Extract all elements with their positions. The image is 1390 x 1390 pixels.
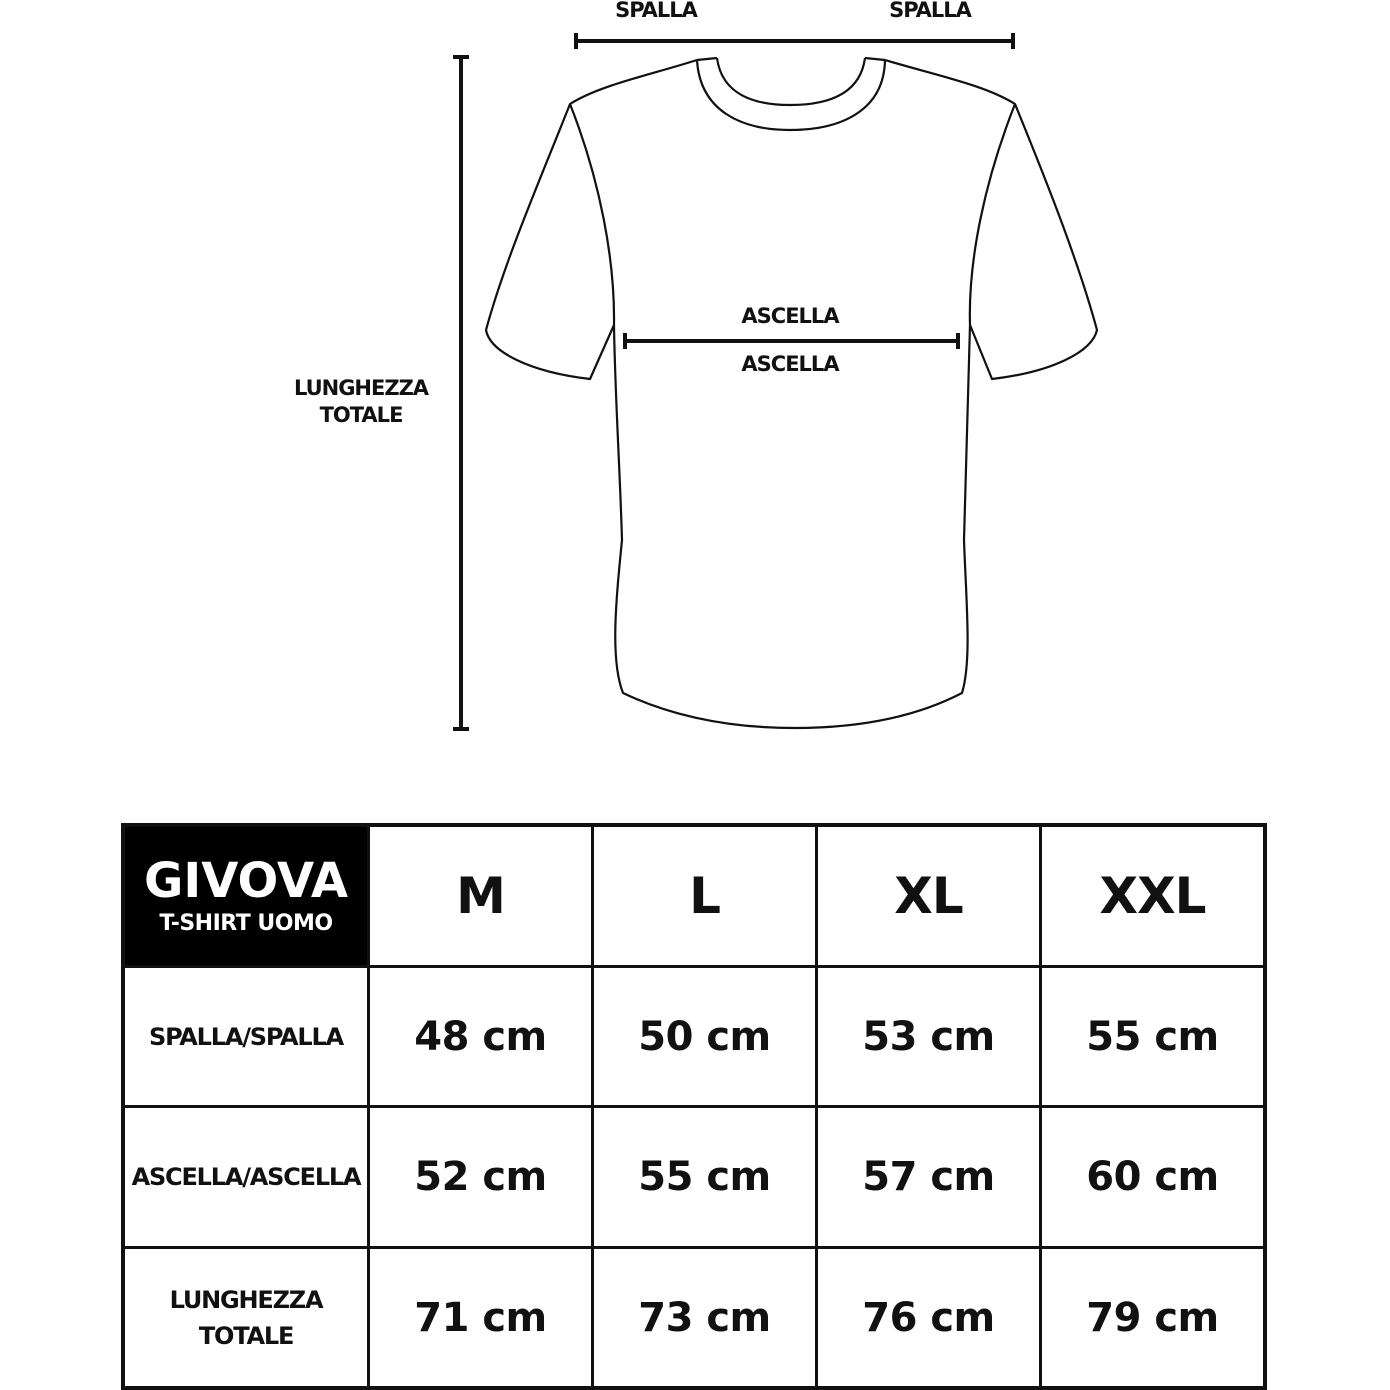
row-label-length [125, 1249, 370, 1386]
length-label-line2: TOTALE [319, 403, 403, 427]
size-header-xl: XL [818, 827, 1042, 968]
product-name: T-SHIRT UOMO [159, 911, 333, 936]
armpit-value-xxl: 60 cm [1042, 1108, 1263, 1249]
size-table [121, 823, 1267, 1390]
length-value-l: 73 cm [594, 1249, 818, 1386]
brand-name: GIVOVA [143, 853, 349, 909]
shoulder-label-right: SPALLA [889, 0, 971, 22]
shoulder-value-l: 50 cm [594, 968, 818, 1108]
row-label-armpit-text: ASCELLA/ASCELLA [131, 1163, 361, 1191]
length-value-xl: 76 cm [818, 1249, 1042, 1386]
length-measure-line [453, 57, 469, 729]
length-label [294, 378, 428, 426]
row-label-length-line2: TOTALE [198, 1321, 294, 1350]
armpit-value-l: 55 cm [594, 1108, 818, 1249]
size-header-l: L [594, 827, 818, 968]
shoulder-value-m: 48 cm [370, 968, 594, 1108]
shoulder-value-xxl: 55 cm [1042, 968, 1263, 1108]
shoulder-label-left: SPALLA [615, 0, 697, 22]
armpit-value-m: 52 cm [370, 1108, 594, 1249]
tshirt-outline [486, 58, 1097, 728]
size-header-m: M [370, 827, 594, 968]
length-label-line1: LUNGHEZZA [293, 376, 429, 400]
row-label-shoulder [125, 968, 370, 1108]
size-header-xxl: XXL [1042, 827, 1263, 968]
shoulder-measure-line [576, 33, 1013, 49]
length-value-m: 71 cm [370, 1249, 594, 1386]
brand-cell [125, 827, 370, 968]
row-label-length-line1: LUNGHEZZA [169, 1285, 323, 1314]
armpit-value-xl: 57 cm [818, 1108, 1042, 1249]
shoulder-value-xl: 53 cm [818, 968, 1042, 1108]
armpit-label-bottom: ASCELLA [741, 352, 839, 376]
length-value-xxl: 79 cm [1086, 1294, 1219, 1341]
row-label-armpit [125, 1108, 370, 1249]
armpit-measure-line [625, 333, 958, 349]
armpit-label-top: ASCELLA [741, 304, 839, 328]
row-label-shoulder-text: SPALLA/SPALLA [149, 1022, 343, 1051]
